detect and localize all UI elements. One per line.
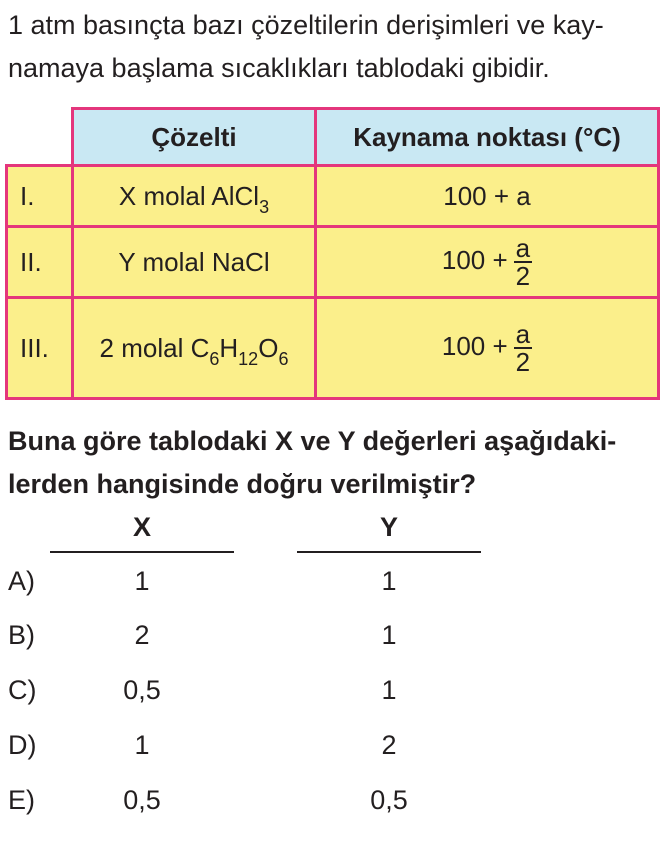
solution-cell	[73, 227, 316, 298]
boiling-point-cell	[316, 227, 659, 298]
fraction-denominator: 2	[515, 347, 531, 377]
fraction-denominator: 2	[515, 261, 531, 291]
solution-text: O	[258, 332, 279, 363]
option-x-value: 0,5	[123, 785, 161, 815]
table-row	[7, 166, 659, 227]
boiling-point-cell	[316, 166, 659, 227]
option-b[interactable]	[8, 620, 508, 660]
column-header-y: Y	[379, 512, 398, 542]
table-row	[7, 298, 659, 399]
fraction-numerator: a	[515, 233, 531, 263]
option-y-value: 2	[381, 730, 397, 760]
row-number: I.	[7, 166, 73, 227]
question-text	[8, 420, 668, 506]
column-header-x: X	[132, 512, 151, 542]
solution-text: 2 molal C	[99, 332, 210, 363]
question-line-2: lerden hangisinde doğru verilmiştir?	[8, 469, 477, 499]
table-header-row	[7, 109, 659, 166]
solution-cell	[73, 166, 316, 227]
option-letter: E)	[8, 785, 35, 815]
option-letter: D)	[8, 730, 37, 760]
option-x-value: 2	[134, 620, 150, 650]
boiling-point-text: 100 +	[441, 244, 508, 275]
solution-subscript: 3	[259, 196, 270, 217]
solution-subscript: 6	[209, 348, 220, 369]
solution-subscript: 12	[238, 348, 259, 369]
option-x-value: 1	[134, 730, 150, 760]
option-letter: B)	[8, 620, 35, 650]
header-solution: Çözelti	[73, 109, 316, 166]
solution-subscript: 6	[278, 348, 289, 369]
row-number: II.	[7, 227, 73, 298]
boiling-point-text: 100 +	[441, 330, 508, 361]
intro-line-2: namaya başlama sıcaklıkları tablodaki gibidir.	[8, 53, 550, 83]
header-blank-cell	[7, 109, 73, 166]
option-y-value: 1	[381, 675, 397, 705]
option-d[interactable]	[8, 730, 508, 770]
question-line-1: Buna göre tablodaki X ve Y değerleri aşağıdaki-	[8, 426, 617, 456]
option-e[interactable]	[8, 785, 508, 825]
intro-text	[8, 4, 668, 90]
option-y-value: 1	[381, 620, 397, 650]
boiling-point-text: 100 + a	[443, 180, 531, 211]
column-underline-y	[297, 551, 481, 553]
solutions-table	[5, 107, 660, 400]
solution-text: H	[219, 332, 239, 363]
option-a[interactable]	[8, 566, 508, 606]
boiling-point-cell	[316, 298, 659, 399]
option-letter: C)	[8, 675, 37, 705]
option-letter: A)	[8, 566, 35, 596]
row-number: III.	[7, 298, 73, 399]
solution-text: Y molal NaCl	[118, 246, 270, 277]
header-boiling-point: Kaynama noktası (°C)	[316, 109, 659, 166]
option-y-value: 0,5	[370, 785, 408, 815]
solution-cell	[73, 298, 316, 399]
intro-line-1: 1 atm basınçta bazı çözeltilerin derişimleri ve kay-	[8, 10, 604, 40]
option-x-value: 0,5	[123, 675, 161, 705]
option-x-value: 1	[134, 566, 150, 596]
fraction	[514, 321, 532, 375]
option-y-value: 1	[381, 566, 397, 596]
table-row	[7, 227, 659, 298]
fraction-numerator: a	[515, 319, 531, 349]
fraction	[514, 235, 532, 289]
column-underline-x	[50, 551, 234, 553]
solution-text: X molal AlCl	[118, 180, 260, 211]
option-c[interactable]	[8, 675, 508, 715]
